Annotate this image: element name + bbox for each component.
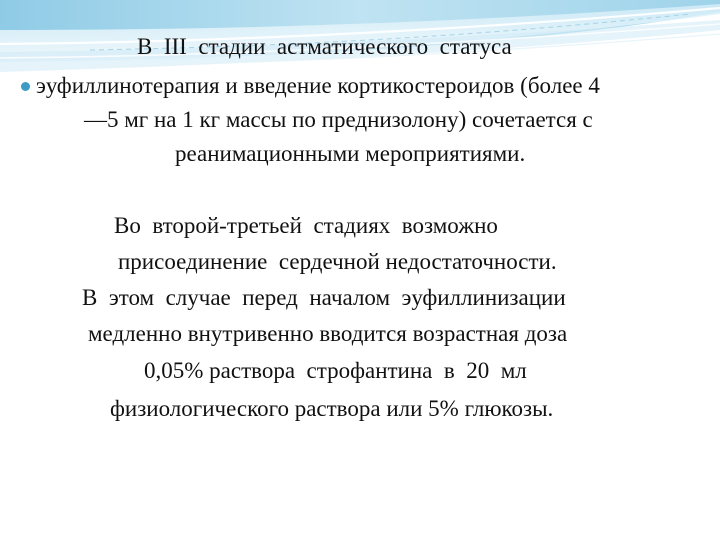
- paragraph-line-2: присоединение сердечной недостаточности.: [118, 249, 557, 274]
- bullet-text-line-1: эуфиллинотерапия и введение кортикостероидов (более 4: [36, 73, 600, 98]
- heading-line: В III стадии астматического статуса: [137, 34, 512, 59]
- paragraph-line-3: В этом случае перед началом эуфиллинизации: [82, 285, 566, 310]
- paragraph-line-5: 0,05% раствора строфантина в 20 мл: [144, 358, 527, 383]
- bullet-text-line-3: реанимационными мероприятиями.: [175, 141, 526, 166]
- bullet-text-line-2: —5 мг на 1 кг массы по преднизолону) сочетается с: [84, 107, 593, 132]
- paragraph-line-1: Во второй-третьей стадиях возможно: [114, 213, 498, 238]
- paragraph-line-4: медленно внутривенно вводится возрастная доза: [88, 321, 568, 346]
- paragraph-line-6: физиологического раствора или 5% глюкозы.: [110, 396, 554, 421]
